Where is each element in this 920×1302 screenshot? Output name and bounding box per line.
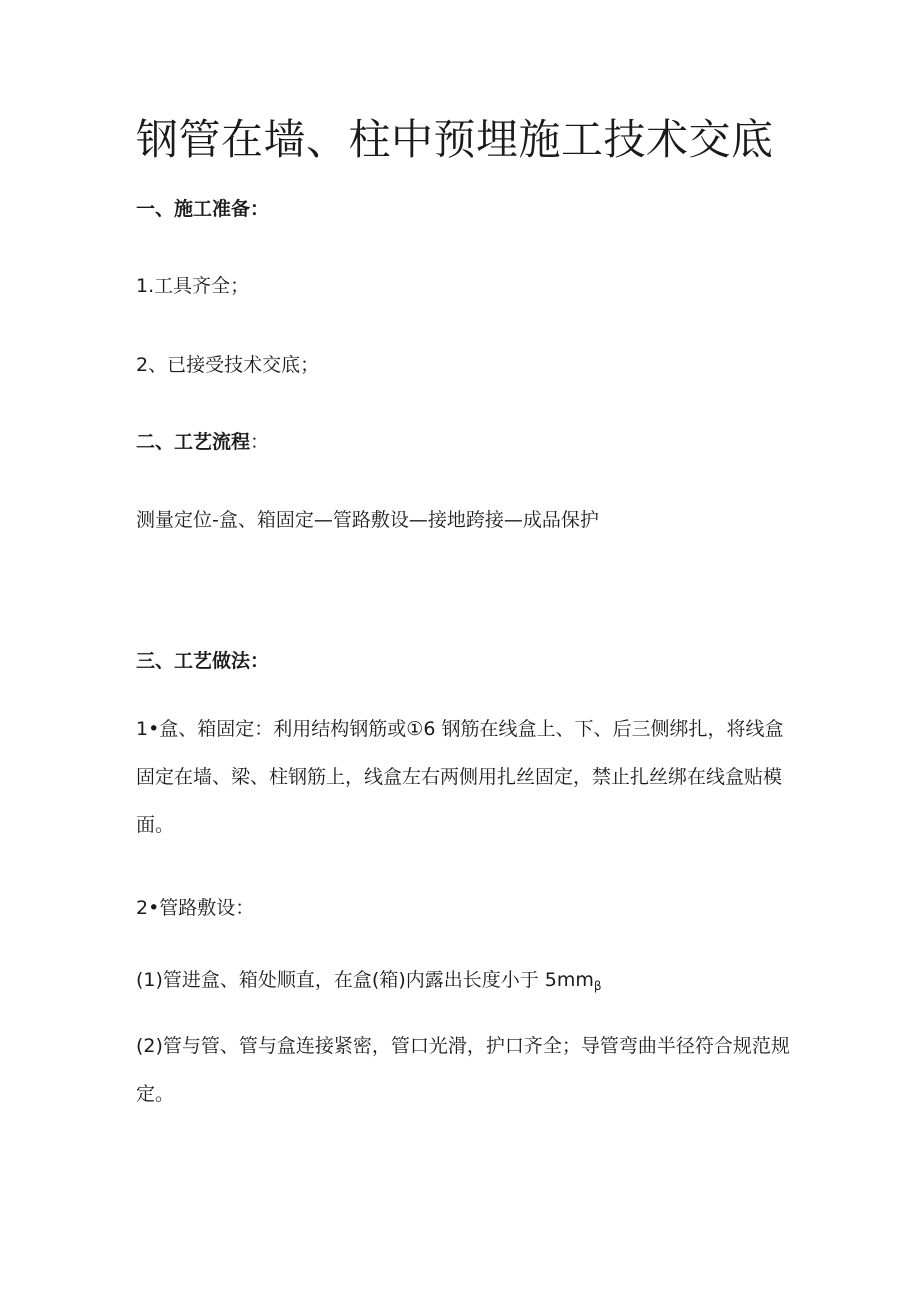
section-heading-method: 三、工艺做法： [136,650,270,672]
method-subitem-conduit-connection: (2)管与管、管与盒连接紧密，管口光滑，护口齐全；导管弯曲半径符合规范规定。 [136,1035,790,1105]
conduit-entry-mark: β [593,979,602,993]
process-flow-heading-text: 二、工艺流程 [136,431,251,453]
method-item-box-fixing: 1•盒、箱固定：利用结构钢筋或①6 钢筋在线盒上、下、后三侧绑扎，将线盒固定在墙、梁、柱钢筋上，线盒左右两侧用扎丝固定，禁止扎丝绑在线盒贴模面。 [136,718,784,836]
preparation-item-tools: 1.工具齐全； [136,275,250,297]
conduit-entry-text: (1)管进盒、箱处顺直，在盒(箱)内露出长度小于 5mm [136,969,594,991]
section-heading-process-flow [136,429,796,455]
method-item-conduit-laying-title: 2•管路敷设： [136,897,255,919]
method-subitem-conduit-entry [136,967,796,999]
preparation-item-briefing: 2、已接受技术交底； [136,354,320,376]
process-flow-text: 测量定位-盒、箱固定—管路敷设—接地跨接—成品保护 [136,509,599,531]
process-flow-heading-colon: ： [250,431,270,453]
section-heading-preparation: 一、施工准备： [136,198,270,220]
document-title: 钢管在墙、柱中预埋施工技术交底 [136,115,774,164]
